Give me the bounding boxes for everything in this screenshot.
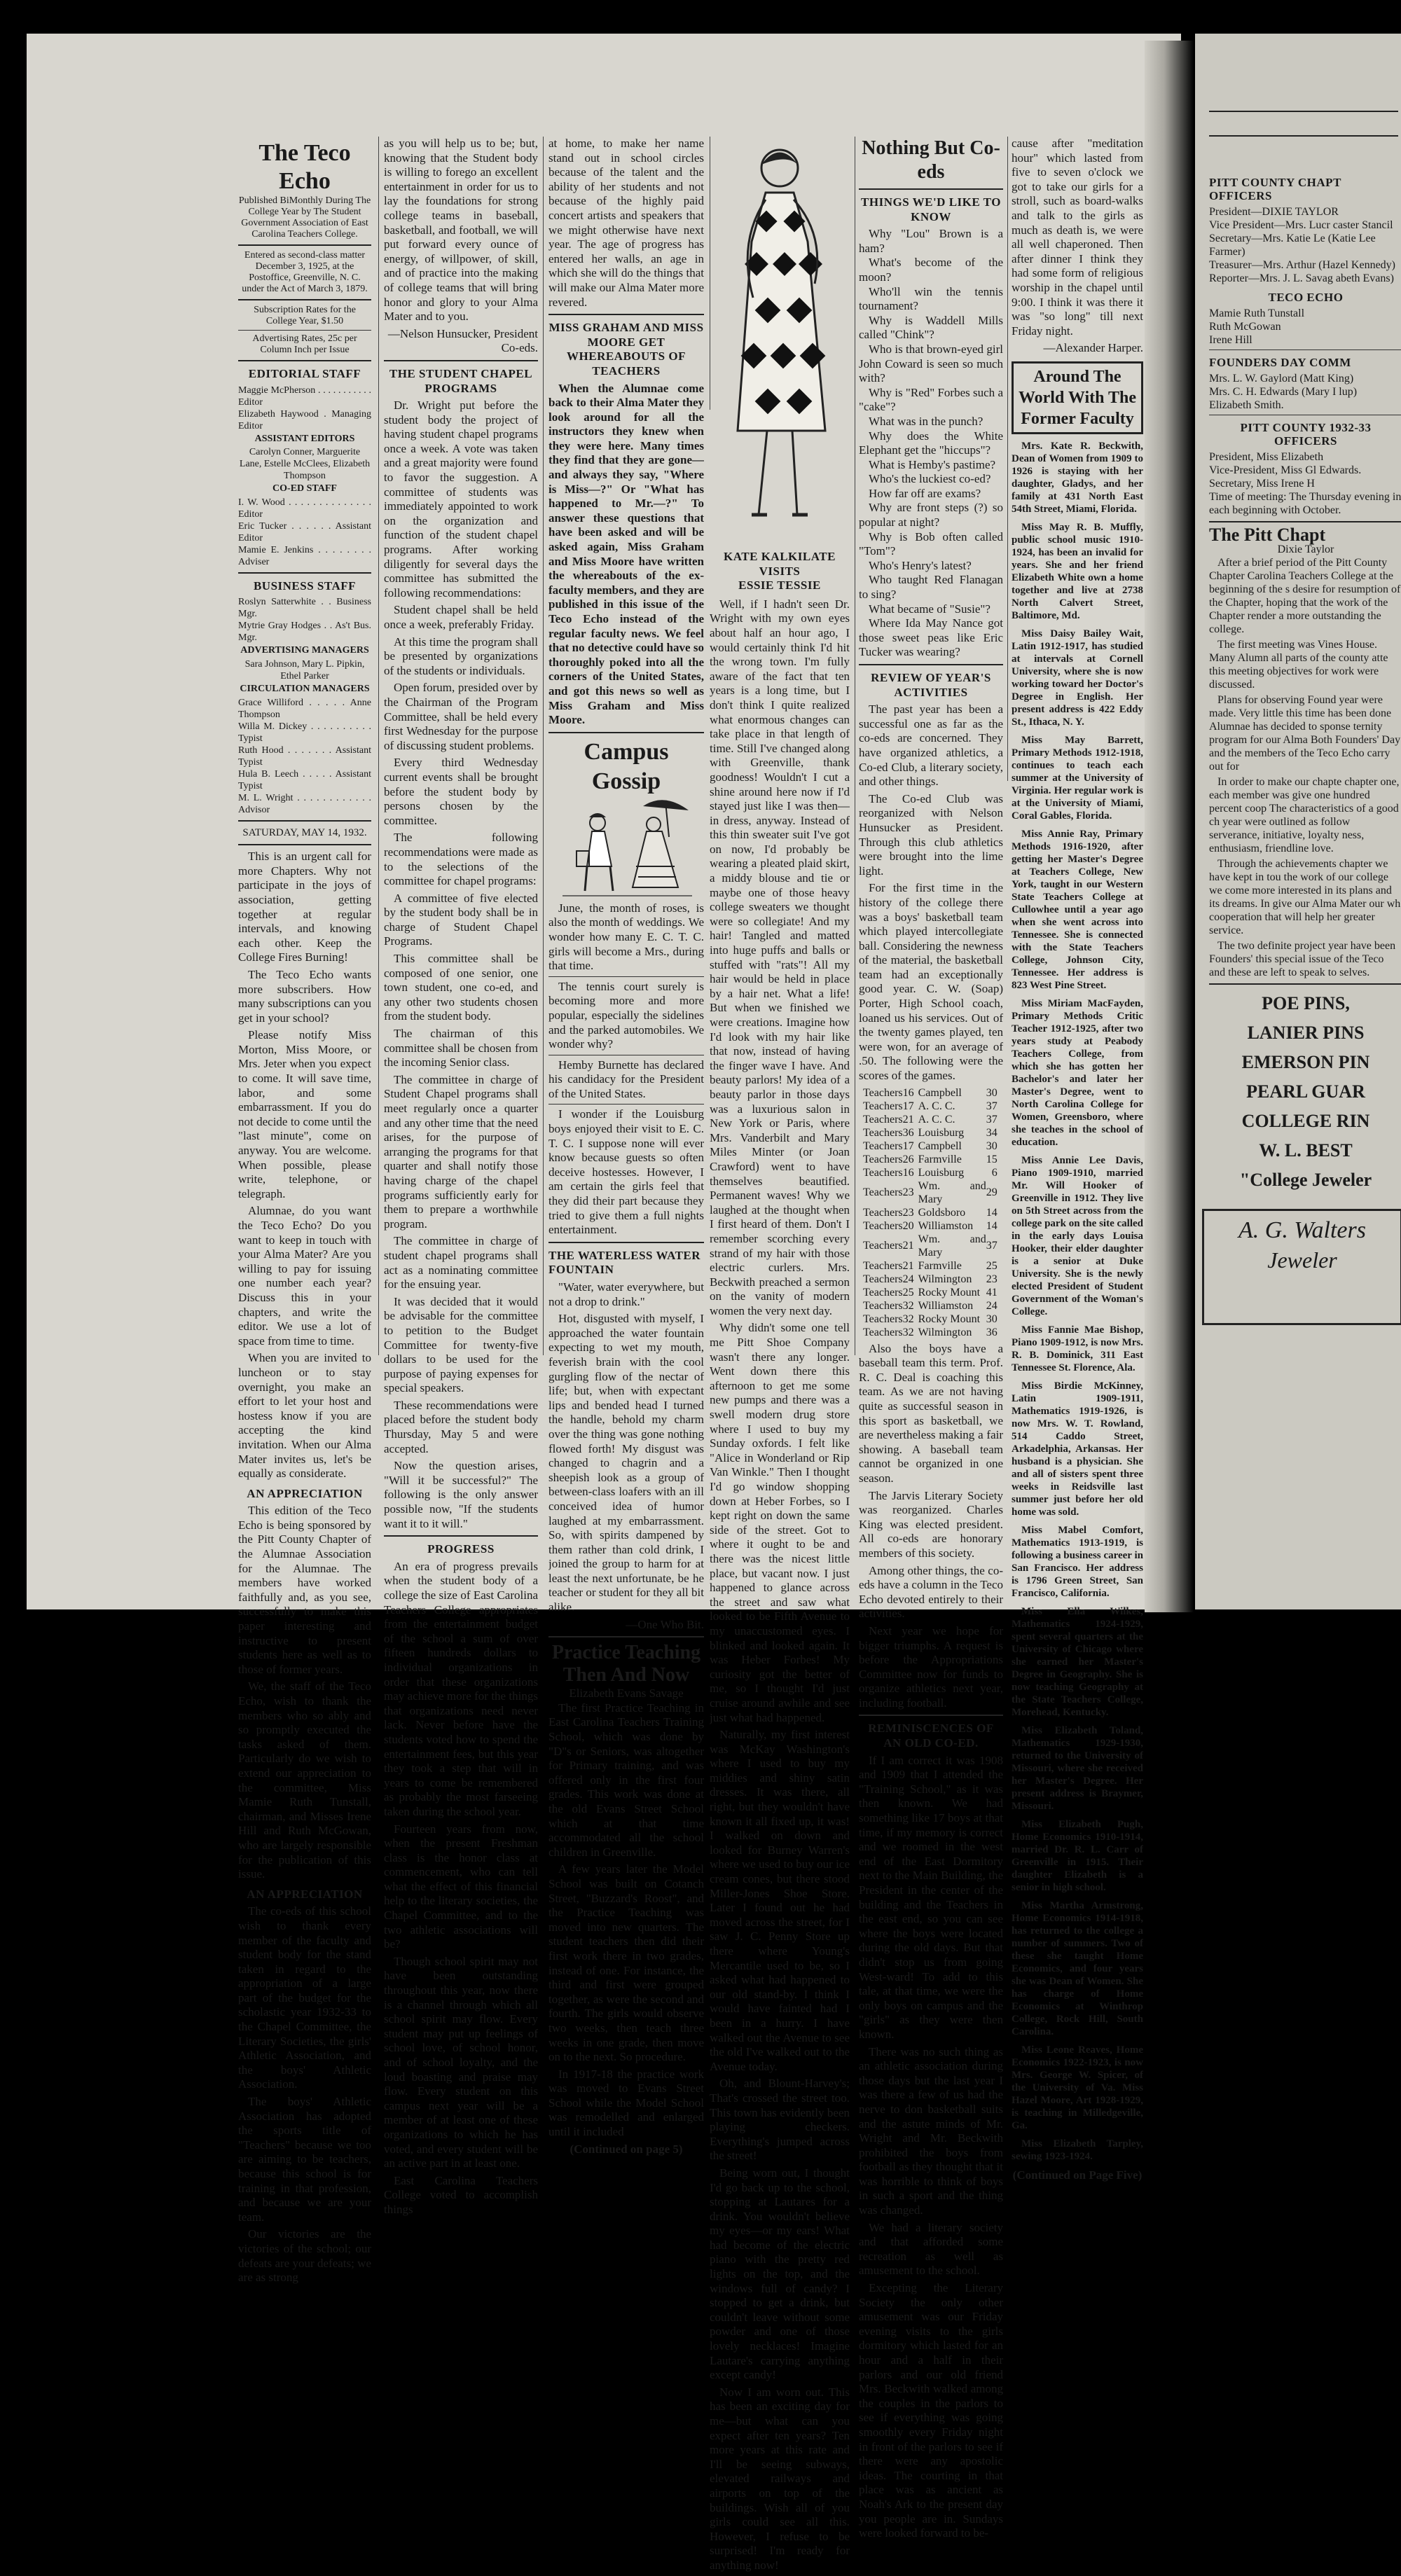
table-cell: Teachers xyxy=(863,1140,903,1152)
table-cell: Rocky Mount xyxy=(918,1286,981,1299)
table-cell: 36 xyxy=(902,1126,914,1139)
paragraph: After a brief period of the Pitt County Chapter Carolina Teachers College at the beginning of the s desire for resumption of the Chapter, hoping that the work of the Chapter render a more outstanding the college. xyxy=(1209,557,1401,635)
appreciation-heading: AN APPRECIATION xyxy=(247,1887,363,1901)
list-item: How far off are exams? xyxy=(869,486,981,500)
table-row xyxy=(863,1326,1002,1339)
paragraph: Every third Wednesday current events shall be brought before the student body by persons chosen by the committee. xyxy=(384,756,538,827)
table-cell: Campbell xyxy=(918,1140,962,1152)
table-row xyxy=(863,1299,1002,1313)
list-item: Miss Daisy Bailey Wait, Latin 1912-1917, has studied at intervals at Cornell University, where she is now working toward her Doctor's Degree in English. Her present address is 422 Eddy St., Ithaca, N. Y. xyxy=(1012,628,1143,728)
table-row xyxy=(863,1206,1002,1219)
table-cell: Teachers xyxy=(863,1186,903,1199)
list-item: Irene Hill xyxy=(1209,334,1252,346)
paragraph: as you will help us to be; but, knowing that the Student body is willing to forego an excellent entertainment in order for us to lay the foundations for strong college teams in baseball, basketball, and football, we will put forward every ounce of energy, of willpower, of skill, and of practice into the making of college teams that will bring honor and glory to your Alma Mater and to you. xyxy=(384,137,538,324)
table-cell: 30 xyxy=(986,1086,998,1099)
paragraph: The first Practice Teaching in East Carolina Teachers Training School, which was done by "D"s or Seniors, was altogether for Primary training, and was offered only in the first four grades. This work was done at the old Evans Street School which at that time accommodated all the school children in Greenville. xyxy=(548,1701,704,1859)
paragraph: This edition of the Teco Echo is being sponsored by the Pitt County Chapter of the Alumnae Association for the Alumnae. The members have worked faithfully and, as you see, successfully to make this paper interesting and instructive to present students here as well as to those of former years. xyxy=(238,1504,371,1676)
table-row xyxy=(863,1113,1002,1126)
list-item: "College Jeweler xyxy=(1239,1170,1372,1190)
continued-note: (Continued on page 5) xyxy=(570,2142,683,2156)
faculty-list xyxy=(1012,440,1143,2163)
table-cell: A. C. C. xyxy=(918,1113,955,1126)
table-cell: 23 xyxy=(986,1273,998,1285)
list-item: Miss Birdie McKinney, Latin 1909-1911, Mathematics 1919-1926, is now Mrs. W. T. Rowland, 514 Caddo Street, Arkadelphia, Arkansas. Her husband is a physician. She and all of sisters spent three weeks in Reidsville last summer just before her old home was sold. xyxy=(1012,1380,1143,1518)
paragraph: at home, to make her name stand out in school circles because of the talent and the ability of her students and not because of the highly paid concert artists and speakers that we might otherwise have next year. The age of progress has entered her walls, an age in which she will do the things that will make our Alma Mater more revered. xyxy=(548,137,704,309)
paragraph: Also the boys have a baseball team this term. Prof. R. C. Deal is coaching this team. As we are not having quite as successful season in this sport as basketball, we are nevertheless making a fair showing. A baseball team cannot be organized in one season. xyxy=(859,1341,1003,1485)
list-item: PEARL GUAR xyxy=(1246,1081,1365,1102)
paragraph: The two definite project year have been Founders' this special issue of the Teco and these are left to speak to selves. xyxy=(1209,940,1396,978)
paragraph: This is an urgent call for more Chapters. Why not participate in the joys of association, getting together at regular intervals, and knowing each other. Keep the College Fires Burning! xyxy=(238,850,371,964)
issue-date: SATURDAY, MAY 14, 1932. xyxy=(242,826,367,838)
table-cell: 20 xyxy=(902,1219,914,1232)
table-cell: 21 xyxy=(902,1113,914,1126)
walters-ad: A. G. Walters Jeweler xyxy=(1202,1209,1401,1325)
table-cell: Teachers xyxy=(863,1219,903,1232)
business-staff-heading: BUSINESS STAFF xyxy=(253,579,357,593)
former-faculty-heading: Around The World With The Former Faculty xyxy=(1012,361,1143,434)
table-cell: 14 xyxy=(986,1219,998,1232)
list-item: Who's the luckiest co-ed? xyxy=(869,472,991,486)
paragraph: Oh, and Blount-Harvey's; That's crossed the street too. This town has evidently been playing checkers. Everything's jumped across the street! xyxy=(710,2077,850,2163)
table-cell: 25 xyxy=(902,1286,914,1299)
paragraph: Well, if I hadn't seen Dr. Wright with my own eyes about half an hour ago, I would certainly think I'd hit the wrong town. I'm fully aware of the fact that ten years is a long time, but I don't think I quite realized what enormous changes can take place in that length of time. Still I've changed along with Greenville, thank goodness! Wouldn't I cut a shine around here now if I'd stayed just like I was then—in dress, anyway. Instead of this thin sweater suit I've got on now, I'd probably be wearing a pleated plaid skirt, a middy blouse and tie or maybe one of those heavy college sweaters we thought were so collegiate! And my hair! Tangled and matted into huge puffs and balls or stuffed with "rats"! All my hair would be held in place by a hair net. What a life! But when we finished we were creations. Imagine how I'd look with my hair like that now, instead of having the finger wave I have. And beauty parlors! My idea of a beauty parlor in those days was a luxurious salon in New York or Paris, where Mrs. Vanderbilt and Mary Miles Minter (or Joan Crawford) went to have themselves beautified. Permanent waves! Why we laughed at the thought when I first heard of them. Don't I remember scorching every strand of my hair with those electric curlers. Mrs. Beckwith preached a sermon on the vanity of modern women the very next day. xyxy=(710,597,850,1317)
page-fold-shadow xyxy=(1145,41,1194,1612)
paragraph: Open forum, presided over by the Chairman of the Program Committee, shall be held every first Wednesday for the purpose of discussing student problems. xyxy=(384,681,538,752)
teco-list xyxy=(1209,307,1401,347)
table-cell: Farmville xyxy=(918,1259,962,1272)
table-row xyxy=(863,1166,1002,1179)
circulation-list: Grace Williford . . . . . Anne Thompson Willa M. Dickey . . . . . . . . . . Typist Ruth Hood . . . . . . . Assistant Typist Hula B. Leech . . . . . Assistant Typist M. L. Wright . . . . . . . . . . . . Advisor xyxy=(238,697,371,815)
list-item: Secretary—Mrs. Katie Le (Katie Lee Farmer) xyxy=(1209,233,1376,258)
paragraph: Next year we hope for bigger triumphs. A request is before the Appropriations Committee now for funds to organize athletics next year, including football. xyxy=(859,1623,1003,1710)
table-cell: 25 xyxy=(986,1259,998,1272)
column-6 xyxy=(1012,137,1143,2183)
table-cell: Teachers xyxy=(863,1100,903,1112)
paragraph: If I am correct it was 1908 and 1909 that I attended the "Training School," as it was then known. We had something like 17 boys at that time, if my memory is correct and we roomed in the west end of the East Dormitory next to the Main Building, the President in the center of the building and the Teachers in the east end, so you can see where the boys were located during the old days. But that didn't stop us from going West-ward! To add to this tale, at that time, we were the only boys on campus and the "girls" as they were then known. xyxy=(859,1753,1003,2041)
circulation-managers-heading: CIRCULATION MANAGERS xyxy=(240,683,370,694)
list-item: President—DIXIE TAYLOR xyxy=(1209,206,1339,218)
list-item: Miss Annie Lee Davis, Piano 1909-1910, married Mr. Will Hooker of Greenville in 1912. They live on 5th Street across from the college park on the site called in the early days Louisa Hooker, their elder daughter is a senior at Duke University. She is the newly elected President of Student Government of the Woman's College. xyxy=(1012,1154,1143,1317)
assistant-editors-heading: ASSISTANT EDITORS xyxy=(254,433,355,444)
column-3 xyxy=(548,137,704,2156)
business-staff-list: Roslyn Satterwhite . . Business Mgr. Mytrie Gray Hodges . . As't Bus. Mgr. xyxy=(238,597,371,644)
list-item: EMERSON PIN xyxy=(1241,1052,1370,1072)
list-item: What's become of the moon? xyxy=(859,256,1003,284)
caption: ESSIE TESSIE xyxy=(738,579,821,593)
list-item: Why "Lou" Brown is a ham? xyxy=(859,227,1003,255)
table-cell: 37 xyxy=(986,1113,998,1126)
list-item: Why are front steps (?) so popular at night? xyxy=(859,501,1003,529)
table-row xyxy=(863,1153,1002,1166)
table-cell: Louisburg xyxy=(918,1166,965,1179)
assistant-editors: Carolyn Conner, Marguerite Lane, Estelle McClees, Elizabeth Thompson xyxy=(239,447,371,482)
list-item: Miss Leone Reaves, Home Economics 1922-1923, is now Mrs. George W. Spicer, of the University of Va. Miss Hazel Moore, Art 1928-1929, is teaching in Milledgeville, Ga. xyxy=(1012,2044,1143,2131)
paragraph: An era of progress prevails when the student body of a college the size of East Carolina Teachers College appropriates from the entertainment budget of the school a sum of over fifteen hundreds dollars to individual organizations in order that these organizations may achieve more for the things that organizations need never lack. Never before have the students voted how to spend the entertainment fees, but this year they took a step that will in years to come be remembered as probably the most farseeing taken during the school year. xyxy=(384,1559,538,1818)
advertising-managers: Sara Johnson, Mary L. Pipkin, Ethel Parker xyxy=(244,658,365,681)
masthead-entered: Entered as second-class matter December 3, 1925, at the Postoffice, Greenville, N. C. under the Act of March 3, 1879. xyxy=(242,250,368,294)
paragraph: Fourteen years from now, when the present Freshman class is the honor class at commencement, who can tell what the effect of this financial help to the literary societies, the Chapel Committee, and to the two athletic associations will be? xyxy=(384,1822,538,1951)
table-cell: Teachers xyxy=(863,1126,903,1139)
list-item: Ruth McGowan xyxy=(1209,321,1281,333)
list-item: Who'll win the tennis tournament? xyxy=(859,284,1003,313)
list-item: Who is that brown-eyed girl John Coward is seen so much with? xyxy=(859,342,1003,385)
masthead-published: Published BiMonthly During The College Year by The Student Government Association of East Carolina Teachers College. xyxy=(238,195,371,240)
paragraph: Now I am worn out. This has been an exciting day for me—but what can you expect after ten years? Ten more years at this rate and I'll be seeing subways, elevated railways and airports on top of the buildings. Wish all of you girls could see all this. However, I refuse to be surprised! I'm ready for anything now! xyxy=(710,2385,850,2572)
table-cell: 16 xyxy=(902,1086,914,1099)
table-cell: Teachers xyxy=(863,1086,903,1099)
table-cell: 36 xyxy=(986,1326,998,1338)
list-item: POE PINS, xyxy=(1262,993,1350,1013)
paragraph: At this time the program shall be presented by organizations of the students or individuals. xyxy=(384,635,538,677)
table-cell: Campbell xyxy=(918,1086,962,1099)
signature: —Alexander Harper. xyxy=(1043,341,1143,355)
paragraph: For the first time in the history of the college there was a boys' basketball team which played intercollegiate ball. Considering the newness of the material, the basketball team had an exceptionally good year. C. W. (Soap) Porter, High School coach, loaned us his services. Out of the twenty games played, ten were won, for an average of .50. The following were the scores of the games. xyxy=(859,881,1003,1083)
advertising-managers-heading: ADVERTISING MANAGERS xyxy=(240,645,369,656)
list-item: Treasurer—Mrs. Arthur (Hazel Kennedy) xyxy=(1209,259,1395,271)
column-rule xyxy=(378,137,379,1355)
list-item: Miss May Barrett, Primary Methods 1912-1918, continues to teach each summer at the University of Virginia. Her regular work is at the University of Miami, Coral Gables, Florida. xyxy=(1012,734,1143,822)
table-row xyxy=(863,1086,1002,1100)
paragraph: Hemby Burnette has declared his candidacy for the President of the United States. xyxy=(548,1058,704,1100)
paragraph: When you are invited to luncheon or to stay overnight, you make an effort to let your host and hostess know if you are accepting the kind invitation. When our Alma Mater invites us, let's be equally as considerate. xyxy=(238,1351,371,1481)
table-row xyxy=(863,1313,1002,1326)
list-item: Why is Bob often called "Tom"? xyxy=(859,529,1003,558)
coeds-heading: Nothing But Co-eds xyxy=(862,137,1000,183)
table-row xyxy=(863,1179,1002,1206)
paragraph: The boys' Athletic Association has adopted the sports title of "Teachers" because we too are aiming to be teachers, because this school is for training in that profession, and because we are your team. xyxy=(238,2095,371,2224)
table-row xyxy=(863,1219,1002,1233)
table-cell: Teachers xyxy=(863,1206,903,1219)
paragraph: The past year has been a successful one as far as the co-eds are concerned. They have organized athletics, a Co-ed Club, a literary society, and other things. xyxy=(859,702,1003,789)
list-item: Miss Annie Ray, Primary Methods 1916-1920, after getting her Master's Degree at Teachers College, New York, taught in our Western State Teachers College at Cullowhee until a year ago when she went across into Tennessee. She is connected with the State Teachers College, Johnson City, Tennessee. Her address is 823 West Pine Street. xyxy=(1012,828,1143,991)
masthead-title: The Teco Echo xyxy=(258,140,351,194)
list-item: Who's Henry's latest? xyxy=(869,558,972,572)
list-item: What became of "Susie"? xyxy=(869,602,991,616)
list-item: What is Hemby's pastime? xyxy=(869,457,996,471)
table-cell: 15 xyxy=(986,1153,998,1165)
table-cell: 30 xyxy=(986,1313,998,1325)
paragraph: It was decided that it would be advisable for the committee to petition to the Budget Committee for twenty-five dollars to be used for the purpose of paying expenses for special speakers. xyxy=(384,1294,538,1395)
table-cell: 24 xyxy=(986,1299,998,1312)
paragraph: We, the staff of the Teco Echo, wish to thank the members who so ably and so promptly executed the tasks asked of them. Particularly do we wish to extend our appreciation to the committee, Miss Mamie Ruth Tunstall, chairman, and Misses Irene Hill and Ruth McGowan, who are largely responsible for the publication of this issue. xyxy=(238,1680,371,1881)
list-item: Vice President—Mrs. Lucr caster Stancil xyxy=(1209,219,1393,231)
paragraph: A few years later the Model School was built on Cotanch Street, "Buzzard's Roost", and the Practice Teaching was moved into new quarters. The student teachers then did their first work there in two grades, instead of one. For instance, the third and first were grouped together, as were the second and fourth. The girls would observe two weeks, then teach three weeks in one grade, then move on to the next. So procedure. xyxy=(548,1862,704,2064)
table-cell: 32 xyxy=(902,1299,914,1312)
list-item: Mrs. C. H. Edwards (Mary I lup) xyxy=(1209,386,1358,398)
table-row xyxy=(863,1100,1002,1113)
table-cell: 6 xyxy=(991,1166,998,1179)
table-cell: Rocky Mount xyxy=(918,1313,981,1325)
table-row xyxy=(863,1140,1002,1153)
table-cell: 14 xyxy=(986,1206,998,1219)
paragraph: We had a literary society and that afforded some recreation as well as amusement to the school. xyxy=(859,2220,1003,2278)
officers-list xyxy=(1209,205,1401,285)
appreciation-heading: AN APPRECIATION xyxy=(247,1486,363,1500)
paragraph: Among other things, the co-eds have a column in the Teco Echo devoted entirely to their activities. xyxy=(859,1563,1003,1621)
list-item: Why is Waddell Mills called "Chink"? xyxy=(859,313,1003,342)
paragraph: The Teco Echo wants more subscribers. How many subscriptions can you get in your school? xyxy=(238,967,371,1025)
list-item: Who taught Red Flanagan to sing? xyxy=(859,573,1003,602)
pitt-officers-list xyxy=(1209,450,1401,517)
practice-teaching-heading: Practice Teaching Then And Now xyxy=(551,1642,701,1687)
list-item: Reporter—Mrs. J. L. Savag abeth Evans) xyxy=(1209,272,1394,284)
paragraph: Through the achievements chapter we have kept in tou the work of our college we come more interested in its plans and its dreams. In give our Alma Mater our wh cooperation that will help her greater service. xyxy=(1209,858,1401,936)
flapper-illustration xyxy=(710,137,850,550)
list-item: Elizabeth Smith. xyxy=(1209,399,1284,411)
table-cell: Wm. and Mary xyxy=(918,1179,986,1205)
list-item: Miss Elizabeth Tarpley, sewing 1923-1924. xyxy=(1012,2138,1143,2162)
paragraph: East Carolina Teachers College voted to accomplish things xyxy=(384,2173,538,2216)
paragraph: Plans for observing Found year were made. Very little this time has been done Alumnae has decided to sponse ternity program for our Alma Both Founders' Day and the members of the Teco Echo carry out for xyxy=(1209,694,1401,773)
officers-heading: PITT COUNTY CHAPT OFFICERS xyxy=(1209,176,1341,202)
table-cell: Williamston xyxy=(918,1219,974,1232)
paragraph: The committee in charge of Student Chapel programs shall meet regularly once a quarter and any other time that the need arises, for the purpose of arranging the programs for that quarter and shall notify those having charge of the chapel programs sufficiently early for them to prepare a worthwhile program. xyxy=(384,1072,538,1231)
table-cell: Teachers xyxy=(863,1166,903,1179)
table-cell: Teachers xyxy=(863,1153,903,1165)
list-item: Vice-President, Miss Gl Edwards. xyxy=(1209,464,1362,476)
paragraph: The first meeting was Vines House. Many Alumn all parts of the county atte this meeting objectives for work were discussed. xyxy=(1209,639,1388,691)
questions-list xyxy=(859,227,1003,660)
table-cell: 37 xyxy=(986,1240,998,1252)
list-item: Miss Mabel Comfort, Mathematics 1913-1919, is following a business career in San Francisco. Her address is 1796 Green Street, San Francisco, California. xyxy=(1012,1524,1143,1599)
table-cell: A. C. C. xyxy=(918,1100,955,1112)
column-2 xyxy=(384,137,538,2220)
table-cell: 37 xyxy=(986,1100,998,1112)
paragraph: I wonder if the Louisburg boys enjoyed their visit to E. C. T. C. I suppose none will ever know because guests so often deceive hostesses. However, I am certain the girls feel that they did their part because they tried to give them a full nights entertainment. xyxy=(548,1107,704,1237)
graham-moore-heading: MISS GRAHAM AND MISS MOORE GET WHEREABOUTS OF TEACHERS xyxy=(548,321,704,378)
coed-staff-list: I. W. Wood . . . . . . . . . . . . . . Editor Eric Tucker . . . . . . Assistant Editor Mamie E. Jenkins . . . . . . . . Adviser xyxy=(238,497,371,567)
table-cell: 32 xyxy=(902,1326,914,1338)
table-cell: 21 xyxy=(902,1240,914,1252)
list-item: What was in the punch? xyxy=(869,414,984,428)
list-item: Miss Martha Armstrong, Home Economics 1914-1918, has returned to the college a number of summers. Two of these she taught Home Economics, and four years she was Dean of Women. She has charge of Home Economics at Winthrop College, Rock Hill, South Carolina. xyxy=(1012,1899,1143,2037)
paragraph: The Jarvis Literary Society was reorganized. Charles King was elected president. All co-eds are honorary members of this society. xyxy=(859,1488,1003,1560)
paragraph: In 1917-18 the practice work was moved to Evans Street School while the Model School was remodelled and enlarged until it included xyxy=(548,2067,704,2139)
list-item: Miss Fannie Mae Bishop, Piano 1909-1912, is now Mrs. R. B. Dominick, 311 East Tennessee St. Florence, Ala. xyxy=(1012,1324,1143,1373)
table-cell: Teachers xyxy=(863,1240,903,1252)
continued-note: (Continued on Page Five) xyxy=(1012,2168,1143,2182)
gossip-cartoon-illustration xyxy=(548,796,704,901)
founders-day-heading: FOUNDERS DAY COMM xyxy=(1209,356,1351,369)
list-item: Secretary, Miss Irene H xyxy=(1209,478,1315,490)
pitt-county-heading: PITT COUNTY 1932-33 OFFICERS xyxy=(1240,421,1372,448)
paragraph: June, the month of roses, is also the month of weddings. We wonder how many E. C. T. C. girls will become a Mrs., during that time. xyxy=(548,901,704,973)
byline: Dixie Taylor xyxy=(1277,543,1334,555)
list-item: Miss Ella Wilkes, Mathematics 1924-1929, spent several quarters at the University of Chicago where she earned her Master's Degree in Geography. She is now teaching Geography at the State Teachers College, Morehead, Kentucky. xyxy=(1012,1605,1143,1718)
table-cell: Williamston xyxy=(918,1299,974,1312)
paragraph: Excepting the Literary Society the only other amusement was our Friday evening visits to the girls dormitory which lasted for an hour and a half in their parlors and our old friend Mrs. Beckwith walked among the couples in the parlors to see if everything was going smoothly every Friday night in front of the parlors to see if there were any apostolic ideas. The courting in that place was as ancient as Noah's Ark to the present day you people are in. Sundays were looked forward to be- xyxy=(859,2281,1003,2540)
column-1 xyxy=(238,137,371,2288)
list-item: Miss May R. B. Muffly, public school music 1910-1924, has been an invalid for years. She and her friend Elizabeth White own a home together and live at 2738 North Calvert Street, Baltimore, Md. xyxy=(1012,521,1143,621)
table-cell: Teachers xyxy=(863,1259,903,1272)
paragraph: In order to make our chapte chapter one, each member was give one hundred percent coop The characteristics of a good ch year were outlined as follow serverance, initiative, loyalty ness, enthusiasm, friendline love. xyxy=(1209,776,1400,854)
paragraph: Now the question arises, "Will it be successful?" The following is the only answer possible now, "If the students want it to it will." xyxy=(384,1459,538,1530)
table-cell: 16 xyxy=(902,1166,914,1179)
paragraph: A committee of five elected by the student body shall be in charge of Student Chapel Programs. xyxy=(384,891,538,948)
founders-list xyxy=(1209,372,1401,412)
table-cell: Wilmington xyxy=(918,1326,972,1338)
table-row xyxy=(863,1126,1002,1140)
table-row xyxy=(863,1233,1002,1259)
table-cell: Farmville xyxy=(918,1153,962,1165)
things-to-know-heading: THINGS WE'D LIKE TO KNOW xyxy=(861,195,1001,223)
table-cell: 23 xyxy=(902,1206,914,1219)
list-item: Why is "Red" Forbes such a "cake"? xyxy=(859,385,1003,414)
byline: Elizabeth Evans Savage xyxy=(569,1687,684,1701)
list-item: Mrs. L. W. Gaylord (Matt King) xyxy=(1209,373,1354,385)
list-item: Mrs. Kate R. Beckwith, Dean of Women from 1909 to 1926 is staying with her daughter, Gladys, and her family at 431 North East 54th Street, Miami, Florida. xyxy=(1012,440,1143,515)
list-item: LANIER PINS xyxy=(1247,1023,1365,1043)
table-row xyxy=(863,1259,1002,1273)
table-row xyxy=(863,1286,1002,1299)
paragraph: The tennis court surely is becoming more and more popular, especially the sidelines and the parked automobiles. We wonder why? xyxy=(548,979,704,1051)
table-cell: Teachers xyxy=(863,1113,903,1126)
page2-text xyxy=(1209,170,1401,1325)
list-item: Miss Miriam MacFayden, Primary Methods Critic Teacher 1912-1925, after two years study at Peabody Teachers College, from which she has gotten her Bachelor's and later her Master's Degree, went to North Carolina College for Women, Greensboro, where she teaches in the school of education. xyxy=(1012,997,1143,1148)
table-cell: Teachers xyxy=(863,1286,903,1299)
column-rule xyxy=(543,137,544,1355)
signature: —Nelson Hunsucker, President Co-eds. xyxy=(387,326,538,355)
paragraph: Student chapel shall be held once a week, preferably Friday. xyxy=(384,603,538,631)
paragraph: The co-eds of this school wish to thank every member of the faculty and student body for the stand taken in regard to the appropriation of a large part of the budget for the scholastic year 1932-33 to the Chapel Committee, the Literary Societies, the girls' Athletic Association, and the boys' Athletic Association. xyxy=(238,1904,371,2091)
paragraph: "Water, water everywhere, but not a drop to drink." xyxy=(548,1280,704,1308)
list-item: Why does the White Elephant get the "hiccups"? xyxy=(859,429,1003,457)
paragraph: Dr. Wright put before the student body the project of having student chapel programs once a week. A vote was taken and a great majority were found to favor the suggestion. A committee of students was immediately appointed to work on the organization and function of the student chapel programs. After working diligently for several days the committee has submitted the following recommendations: xyxy=(384,399,538,600)
table-cell: Teachers xyxy=(863,1313,903,1325)
paragraph: When the Alumnae come back to their Alma Mater they look around for all the instructors they knew when they were here. Many times they find that they are gone—and always they say, "Where is Miss—?" Or "What has happened to Mr.—?" To answer these questions that have been asked and will be asked again, Miss Graham and Miss Moore have written the whereabouts of the ex-faculty members, and they are published in this issue of the Teco Echo instead of the regular faculty news. We feel that no detective could have so thoroughly poked into all the corners of the United States, and got this news so well as Miss Graham and Miss Moore. xyxy=(548,381,704,727)
table-cell: 34 xyxy=(986,1126,998,1139)
paragraph: Why didn't some one tell me Pitt Shoe Company wasn't there any longer. Went down there this afternoon to get me some new pumps and there was a swell modern drug store where I used to buy my Sunday oxfords. I felt like "Alice in Wonderland or Rip Van Winkle." Then I thought I'd go window shopping down at Heber Forbes, so I kept right on down the same side of the street. Got to where it ought to be and there was the nicest little place, but vacant now. I just happened to glance across the street and saw what looked to be Fifth Avenue to my unaccustomed eyes. I blinked and looked again. It was Heber Forbes! My curiosity got the better of me, so I thought I'd just cruise around awhile and see just what had happened. xyxy=(710,1321,850,1724)
table-cell: Wm. and Mary xyxy=(918,1233,986,1259)
campus-gossip-heading: Campus Gossip xyxy=(584,738,669,794)
paragraph: Though school spirit may not have been outstanding throughout this year, now there is a channel through which all school spirit may flow. Every student may put up feelings of school love, of school honor, and of school loyalty, and the loud boasting and praise may flow. Every student on this campus next year will be a member of at least one of these organizations to which he has voted, and every student will be an active part in at least one. xyxy=(384,1954,538,2170)
editorial-staff-heading: EDITORIAL STAFF xyxy=(248,367,361,380)
table-cell: 17 xyxy=(902,1100,914,1112)
water-fountain-heading: THE WATERLESS WATER FOUNTAIN xyxy=(548,1248,701,1277)
progress-heading: PROGRESS xyxy=(427,1542,495,1556)
table-cell: 24 xyxy=(902,1273,914,1285)
paragraph: Hot, disgusted with myself, I approached the water fountain expecting to wet my mouth, feverish brain with the cool gurgling flow of the nectar of life; but, when with expectant lips and bended head I turned the handle, behold my charm over the thing was gone nothing flowed forth! My disgust was changed to chagrin and a sheepish look as a group of between-class loafers with an ill conceived idea of humor laughed at my embarrassment. So, with spirits dampened by them rather than cold drink, I joined the group to harm for at least the next unfortunate, be he teacher or student for they all bit alike. xyxy=(548,1312,704,1614)
teco-echo-heading: TECO ECHO xyxy=(1268,291,1344,304)
table-cell: Teachers xyxy=(863,1299,903,1312)
table-cell: 30 xyxy=(986,1140,998,1152)
jeweler-ad xyxy=(1209,989,1401,1195)
table-cell: 32 xyxy=(902,1313,914,1325)
list-item: President, Miss Elizabeth xyxy=(1209,451,1324,463)
table-cell: 29 xyxy=(986,1186,998,1199)
column-rule xyxy=(1007,137,1008,781)
pitt-chapter-heading: The Pitt Chapt xyxy=(1209,525,1326,545)
table-cell: Louisburg xyxy=(918,1126,965,1139)
table-cell: Teachers xyxy=(863,1326,903,1338)
paragraph: Being worn out, I thought I'd go back up to the school, stopping at Lautares for a drink. You wouldn't believe my eyes—or my ears! What had become of the electric piano with the pretty red lights on the top, and the windows full of candy? I stopped to get a drink, but couldn't leave without some powder and one of those lovely necklaces! Imagine Lautare's carrying anything except candy! xyxy=(710,2166,850,2382)
caption: KATE KALKILATE VISITS xyxy=(724,550,836,578)
scores-table xyxy=(863,1086,1002,1339)
paragraph: These recommendations were placed before the student body Thursday, May 5 and were accepted. xyxy=(384,1398,538,1455)
table-cell: Wilmington xyxy=(918,1273,972,1285)
subscription-rates: Subscription Rates for the College Year, $1.50 xyxy=(254,305,356,326)
paragraph: This committee shall be composed of one senior, one town student, one co-ed, and any other two students chosen from the student body. xyxy=(384,952,538,1023)
table-cell: Teachers xyxy=(863,1273,903,1285)
reminiscences-heading: REMINISCENCES OF AN OLD CO-ED. xyxy=(868,1722,994,1750)
list-item: W. L. BEST xyxy=(1259,1140,1353,1161)
paragraph: Please notify Miss Morton, Miss Moore, or Mrs. Jeter when you expect to come. It will save time, labor, and some embarrassment. If you do not decide to come until the "last minute", come on anyway. You are welcome. When possible, please write, telephone, or telegraph. xyxy=(238,1028,371,1200)
chapel-programs-heading: THE STUDENT CHAPEL PROGRAMS xyxy=(389,366,533,395)
coed-staff-heading: CO-ED STAFF xyxy=(272,483,337,494)
paragraph: Naturally, my first interest was McKay Washington's where I used to buy my middies and shiny satin dresses. It was there, all right, but they wouldn't have known it all fixed up, it was! I walked on down and looked for Burney Warren's where we used to buy our ice cream cones, but there stood Miller-Jones Shoe Store. Later I found out he had moved across the street, for I saw J. C. Penny Store up there where Young's Mercantile used to be, so I asked what had happened to our old stand-by. I think I would have fainted had I been in a hurry. I have walked out the Avenue to see the old I've walked out to the Avenue today. xyxy=(710,1728,850,2073)
paragraph: cause after "meditation hour" which lasted from five to seven o'clock we got to take our girls for a stroll, such as board-walks and talk to the girls as much as death is, we were all well chaperoned. Then after dinner I think they had some form of religious worship in the chapel until 9:00. I think it was there it was "so long" till next Friday night. xyxy=(1012,137,1143,338)
column-5 xyxy=(859,137,1003,2544)
paragraph: The following recommendations were made as to the selections of the committee for chapel programs: xyxy=(384,831,538,888)
table-cell: 23 xyxy=(902,1186,914,1199)
next-page-edge xyxy=(1195,34,1401,1609)
table-cell: 21 xyxy=(902,1259,914,1272)
paragraph: Our victories are the victories of the school; our defeats are your defeats; we are as strong xyxy=(238,2227,371,2285)
paragraph: The Co-ed Club was reorganized with Nelson Hunsucker as President. Through this club athletics were brought into the lime light. xyxy=(859,791,1003,878)
review-heading: REVIEW OF YEAR'S ACTIVITIES xyxy=(871,671,991,699)
column-4 xyxy=(710,137,850,2576)
table-cell: 17 xyxy=(902,1140,914,1152)
list-item: Miss Elizabeth Pugh, Home Economics 1910-1914, married Dr. R. L. Carr of Greenville in 1915. Their daughter Elizabeth is a senior in high school. xyxy=(1012,1818,1143,1893)
list-item: Miss Elizabeth Toland, Mathematics 1929-1930, returned to the University of Missouri, where she received her Master's Degree. Her present address is Braymer, Missouri. xyxy=(1012,1724,1143,1812)
table-row xyxy=(863,1273,1002,1286)
paragraph: There was no such thing as an athletic association during those days but the last year I was there a few of us had the nerve to don basketball suits and the astute minds of Mr. Wright and Mr. Beckwith prohibited the boys from football as they thought that it was horrible to think of boys in such a sport and the thing was changed. xyxy=(859,2044,1003,2217)
paragraph: The committee in charge of student chapel programs shall act as a nominating committee for the ensuing year. xyxy=(384,1234,538,1292)
editorial-staff-list: Maggie McPherson . . . . . . . . . . . Editor Elizabeth Haywood . Managing Editor xyxy=(238,385,371,431)
table-cell: 26 xyxy=(902,1153,914,1165)
table-cell: 41 xyxy=(986,1286,998,1299)
list-item: Where Ida May Nance got those sweet peas like Eric Tucker was wearing? xyxy=(859,616,1003,659)
paragraph: The chairman of this committee shall be chosen from the incoming Senior class. xyxy=(384,1027,538,1069)
list-item: Mamie Ruth Tunstall xyxy=(1209,307,1305,319)
signature: —One Who Bit. xyxy=(626,1617,704,1631)
list-item: Time of meeting: The Thursday evening in each beginning with October. xyxy=(1209,491,1401,516)
paragraph: Alumnae, do you want the Teco Echo? Do you want to keep in touch with your Alma Mater? Are you willing to pay for issuing one number each year? Discuss this in your chapters, and write the editor. We use a lot of space from time to time. xyxy=(238,1204,371,1348)
advertising-rates: Advertising Rates, 25c per Column Inch per Issue xyxy=(252,333,357,355)
table-cell: Goldsboro xyxy=(918,1206,966,1219)
list-item: COLLEGE RIN xyxy=(1241,1111,1370,1131)
